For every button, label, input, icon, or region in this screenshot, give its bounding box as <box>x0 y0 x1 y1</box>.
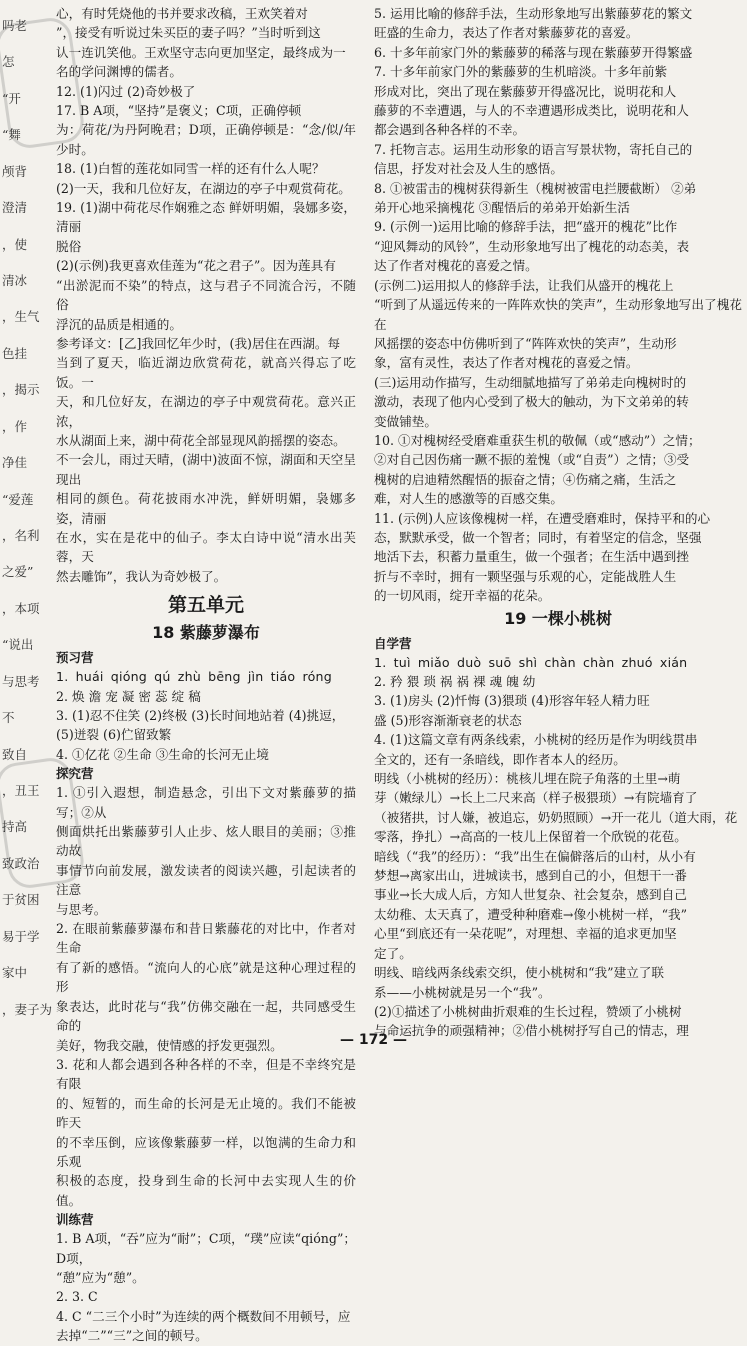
text-line: 盛 (5)形容渐渐衰老的状态 <box>374 712 522 728</box>
text-line: (2)一天，我和几位好友，在湖边的亭子中观赏荷花。 <box>56 180 351 196</box>
text-line: 变做铺垫。 <box>374 413 437 429</box>
text-line: 态，默默承受，做一个智者；同时，有着坚定的信念，坚强 <box>374 529 702 545</box>
text-line: 太幼稚、太天真了，遭受种种磨难→像小桃树一样，“我” <box>374 906 688 922</box>
text-line: 认一连讥笑他。王欢坚守志向更加坚定，最终成为一 <box>56 44 346 60</box>
left-margin-clipped-text <box>0 0 53 1063</box>
margin-fragment: ，妻子为 <box>2 1002 53 1017</box>
text-line: 7. 托物言志。运用生动形象的语言写景状物，寄托自己的 <box>374 141 693 157</box>
text-line: 3. 花和人都会遇到各种各样的不幸，但是不幸终究是有限 <box>56 1056 356 1092</box>
section-explore: 探究营 <box>56 766 94 782</box>
text-line: 心，有时凭烧他的书并要求改稿，王欢笑着对 <box>56 6 308 21</box>
text-line: 难，对人生的感激等的百感交集。 <box>374 491 563 507</box>
text-line: （被猪拱，讨人嫌，被追忘，奶奶照顾）→开一花儿（道大雨，花 <box>374 809 738 825</box>
text-line: 18. (1)白皙的莲花如同雪一样的还有什么人呢？ <box>56 161 325 177</box>
text-line: 1. B A项，“吞”应为“耐”；C项，“璞”应读“qióng”；D项， <box>56 1231 356 1266</box>
text-line: 零落，挣扎）→高高的一枝儿上保留着一个欣锐的花苞。 <box>374 829 687 845</box>
text-line: 槐树的启迪精然醒悟的振奋之情；④伤痛之痛，生活之 <box>374 471 677 487</box>
text-line: 积极的态度，投身到生命的长河中去实现人生的价值。 <box>56 1173 356 1208</box>
text-line: 定了。 <box>374 945 412 961</box>
margin-fragment: ，名利 <box>2 528 40 543</box>
text-line: 2. 在眼前紫藤萝瀑布和昔日紫藤花的对比中，作者对生命 <box>56 921 356 956</box>
text-line: “迎风舞动的风铃”，生动形象地写出了槐花的动态美，表 <box>374 238 690 254</box>
margin-fragment: 家中 <box>2 965 28 980</box>
text-line: (示例二)运用拟人的修辞手法，让我们从盛开的槐花上 <box>374 277 674 293</box>
text-line: 达了作者对槐花的喜爱之情。 <box>374 258 538 274</box>
text-line: 地活下去，积蓄力量重生，做一个强者；在生活中遇到挫 <box>374 549 689 565</box>
text-line: 有了新的感悟。“流向人的心底”就是这种心理过程的形 <box>56 959 356 995</box>
section-selfstudy: 自学营 <box>374 635 412 651</box>
text-line: 的、短暂的，而生命的长河是无止境的。我们不能被昨天 <box>56 1095 356 1131</box>
margin-fragment: ，生气 <box>2 309 40 324</box>
text-line: 信思，抒发对社会及人生的感悟。 <box>374 161 563 177</box>
text-line: 参考译文：[乙]我回忆年少时，(我)居住在西湖。每 <box>56 335 341 351</box>
text-line: 当到了夏天，临近湖边欣赏荷花，就高兴得忘了吃饭。一 <box>56 355 356 390</box>
preview-answers <box>56 687 356 765</box>
text-line: 风摇摆的姿态中仿佛听到了“阵阵欢快的笑声”，生动形 <box>374 335 677 351</box>
text-line: 激动，表现了他内心受到了极大的触动，为下文弟弟的转 <box>374 394 689 410</box>
left-column <box>56 4 356 1346</box>
text-line: 事情节向前发展，激发读者的阅读兴趣，引起读者的注意 <box>56 862 356 898</box>
right-top-answers <box>374 4 742 606</box>
text-line: 名的学问渊博的儒者。 <box>56 64 182 80</box>
train-answers <box>56 1229 356 1345</box>
margin-fragment: 清冰 <box>2 273 28 288</box>
text-line: 都会遇到各种各样的不幸。 <box>374 122 526 138</box>
pinyin-answers: 1. huái qióng qú zhù bēng jìn tiáo róng <box>56 669 332 685</box>
text-line: 9. (示例一)运用比喻的修辞手法，把“盛开的槐花”比作 <box>374 219 678 235</box>
section-preview: 预习营 <box>56 650 94 666</box>
text-line: 17. B A项，“坚持”是褒义；C项，正确停顿 <box>56 103 302 119</box>
text-line: 系——小桃树就是另一个“我”。 <box>374 984 551 1000</box>
text-line: 不一会儿，雨过天晴，(湖中)波面不惊，湖面和天空呈现出 <box>56 452 356 487</box>
margin-fragment: “说出 <box>2 637 34 652</box>
margin-fragment: 易于学 <box>2 929 40 944</box>
text-line: 事业→长大成人后，方知人世复杂、社会复杂，感到自己 <box>374 887 687 903</box>
text-line: 侧面烘托出紫藤萝引人止步、炫人眼目的美丽；③推动故 <box>56 824 356 859</box>
text-line: 7. 十多年前家门外的紫藤萝的生机暗淡。十多年前紫 <box>374 64 668 80</box>
explore-answers <box>56 783 356 1210</box>
text-line: 相同的颜色。荷花披雨水冲洗，鲜妍明媚，袅娜多姿，清丽 <box>56 491 356 526</box>
text-line: 12. (1)闪过 (2)奇妙极了 <box>56 83 196 99</box>
margin-fragment: 与思考 <box>2 674 40 689</box>
margin-fragment: “开 <box>2 91 21 106</box>
text-line: 5. 运用比喻的修辞手法，生动形象地写出紫藤萝花的繁文 <box>374 6 693 21</box>
text-line: 明线（小桃树的经历）：桃核儿埋在院子角落的土里→萌 <box>374 771 681 787</box>
text-line: 象表达，此时花与“我”仿佛交融在一起，共同感受生命的 <box>56 998 356 1034</box>
text-line: 与命运抗争的顽强精神；②借小桃树抒写自己的情志，理 <box>374 1023 689 1039</box>
text-line: 浮沉的品质是相通的。 <box>56 316 182 332</box>
text-line: 的不幸压倒，应该像紫藤萝一样，以饱满的生命力和乐观 <box>56 1134 356 1169</box>
margin-fragment: ，使 <box>2 237 28 252</box>
text-line: 2. 矜 猥 琐 祸 祸 裸 魂 魄 幼 <box>374 674 536 689</box>
text-line: 藤萝的不幸遭遇，与人的不幸遭遇形成类比，说明花和人 <box>374 103 689 119</box>
margin-fragment: 怎 <box>2 54 15 69</box>
margin-fragment: ，本项 <box>2 601 40 616</box>
text-line: 在水，实在是花中的仙子。李太白诗中说“清水出芙蓉，天 <box>56 529 356 565</box>
text-line: (三)运用动作描写，生动细腻地描写了弟弟走向槐树时的 <box>374 374 687 390</box>
margin-fragment: “爱莲 <box>2 492 34 507</box>
text-line: 3. (1)房头 (2)忏悔 (3)猥琐 (4)形容年轻人精力旺 <box>374 693 650 709</box>
margin-fragment: ，作 <box>2 419 28 434</box>
text-line: 象，富有灵性，表达了作者对槐花的喜爱之情。 <box>374 355 639 371</box>
selfstudy-answers <box>374 672 742 1041</box>
text-line: “憩”应为“憩”。 <box>56 1269 145 1285</box>
text-line: ”，接受有听说过朱买臣的妻子吗？”当时听到这 <box>56 25 321 41</box>
text-line: 2. 焕 澹 宠 凝 密 蕊 绽 稿 <box>56 688 201 704</box>
text-line: 4. ①亿花 ②生命 ③生命的长河无止境 <box>56 746 269 762</box>
text-line: 芽（嫩绿儿）→长上二尺来高（样子极猥琐）→有院墙育了 <box>374 790 698 806</box>
text-line: 脱俗 <box>56 238 82 254</box>
margin-fragment: ，丑王 <box>2 783 40 798</box>
text-line: 心里“到底还有一朵花呢”，对理想、幸福的追求更加坚 <box>374 926 677 942</box>
unit-title: 第五单元 <box>167 594 244 617</box>
text-line: 8. ①被雷击的槐树获得新生（槐树被雷电拦腰截断） ②弟 <box>374 180 697 196</box>
text-line: “出淤泥而不染”的特点，这与君子不同流合污，不随俗 <box>56 277 356 313</box>
text-line: 2. 3. C <box>56 1289 98 1305</box>
margin-fragment: ，揭示 <box>2 382 40 397</box>
text-line: 11. (示例)人应该像槐树一样，在遭受磨难时，保持平和的心 <box>374 510 711 526</box>
text-line: (2)①描述了小桃树曲折艰难的生长过程，赞颂了小桃树 <box>374 1003 682 1019</box>
text-line: 旺盛的生命力，表达了作者对紫藤萝花的喜爱。 <box>374 25 639 41</box>
left-top-answers <box>56 4 356 586</box>
text-line: ②对自己因伤痛一蹶不振的羞愧（或“自责”）之情；③受 <box>374 452 690 468</box>
text-line: 4. (1)这篇文章有两条线索，小桃树的经历是作为明线贯串 <box>374 732 698 748</box>
page-number: — 172 — <box>340 1032 407 1048</box>
margin-fragment: 色挂 <box>2 346 28 361</box>
margin-fragment: 颅背 <box>2 164 28 179</box>
text-line: 全文的，还有一条暗线，即作者本人的经历。 <box>374 751 626 767</box>
text-line: 1. ①引入遐想，制造悬念，引出下文对紫藤萝的描写；②从 <box>56 785 356 820</box>
pinyin-answers: 1. tuì miǎo duò suō shì chàn chàn zhuó xián <box>374 654 688 670</box>
text-line: 梦想→离家出山，进城读书，感到自己的小，但想干一番 <box>374 868 687 884</box>
text-line: 水从湖面上来，湖中荷花全部显现风韵摇摆的姿态。 <box>56 432 346 448</box>
text-line: “听到了从遥远传来的一阵阵欢快的笑声”，生动形象地写出了槐花在 <box>374 297 742 332</box>
text-line: 然去雕饰”，我认为奇妙极了。 <box>56 568 227 584</box>
text-line: 6. 十多年前家门外的紫藤萝的稀落与现在紫藤萝开得繁盛 <box>374 44 693 60</box>
text-line: 折与不幸时，拥有一颗坚强与乐观的心，定能战胜人生 <box>374 568 677 584</box>
margin-fragment: 吗老 <box>2 18 28 33</box>
text-line: 3. (1)忍不住笑 (2)终极 (3)长时间地站着 (4)挑逗， <box>56 708 345 723</box>
text-line: 4. C “二三个小时”为连续的两个概数间不用顿号，应 <box>56 1308 351 1324</box>
lesson-title-18: 18 紫藤萝瀑布 <box>152 623 260 643</box>
margin-fragment: 不 <box>2 710 15 725</box>
margin-fragment: 澄清 <box>2 200 28 215</box>
text-line: 与思考。 <box>56 901 107 917</box>
margin-fragment: 于贫困 <box>2 892 40 907</box>
margin-fragment: 之爱” <box>2 564 34 579</box>
text-line: (5)迸裂 (6)伫留致繁 <box>56 727 172 743</box>
text-line: 为：荷花/为丹阿晚君；D项，正确停顿是：“念/似/年少时。 <box>56 122 356 157</box>
lesson-title-19: 19 一棵小桃树 <box>504 608 612 628</box>
text-line: 天，和几位好友，在湖边的亭子中观赏荷花。意兴正浓， <box>56 394 356 429</box>
text-line: 美好，物我交融，使情感的抒发更强烈。 <box>56 1037 283 1053</box>
text-line: 弟开心地采摘槐花 ③醒悟后的弟弟开始新生活 <box>374 200 630 216</box>
text-line: 暗线（“我”的经历）：“我”出生在偏僻落后的山村，从小有 <box>374 848 696 864</box>
margin-fragment: 致自 <box>2 747 28 762</box>
margin-fragment: “舞 <box>2 127 21 142</box>
right-column <box>374 4 742 1041</box>
text-line: 10. ①对槐树经受磨难重获生机的敬佩（或“感动”）之情； <box>374 432 701 448</box>
section-train: 训练营 <box>56 1212 94 1228</box>
text-line: 去掉“二”“三”之间的顿号。 <box>56 1328 208 1344</box>
text-line: (2)(示例)我更喜欢佳莲为“花之君子”。因为莲具有 <box>56 258 336 274</box>
margin-fragment: 持高 <box>2 819 28 834</box>
text-line: 19. (1)湖中荷花尽作娴雅之态 鲜妍明媚，袅娜多姿，清丽 <box>56 200 356 235</box>
text-line: 的一切风雨，绽开幸福的花朵。 <box>374 588 551 604</box>
margin-fragment: 致政治 <box>2 856 40 871</box>
margin-fragment: 净佳 <box>2 455 28 470</box>
text-line: 形成对比，突出了现在紫藤萝开得盛况比，说明花和人 <box>374 83 677 99</box>
text-line: 明线、暗线两条线索交织，使小桃树和“我”建立了联 <box>374 965 664 981</box>
